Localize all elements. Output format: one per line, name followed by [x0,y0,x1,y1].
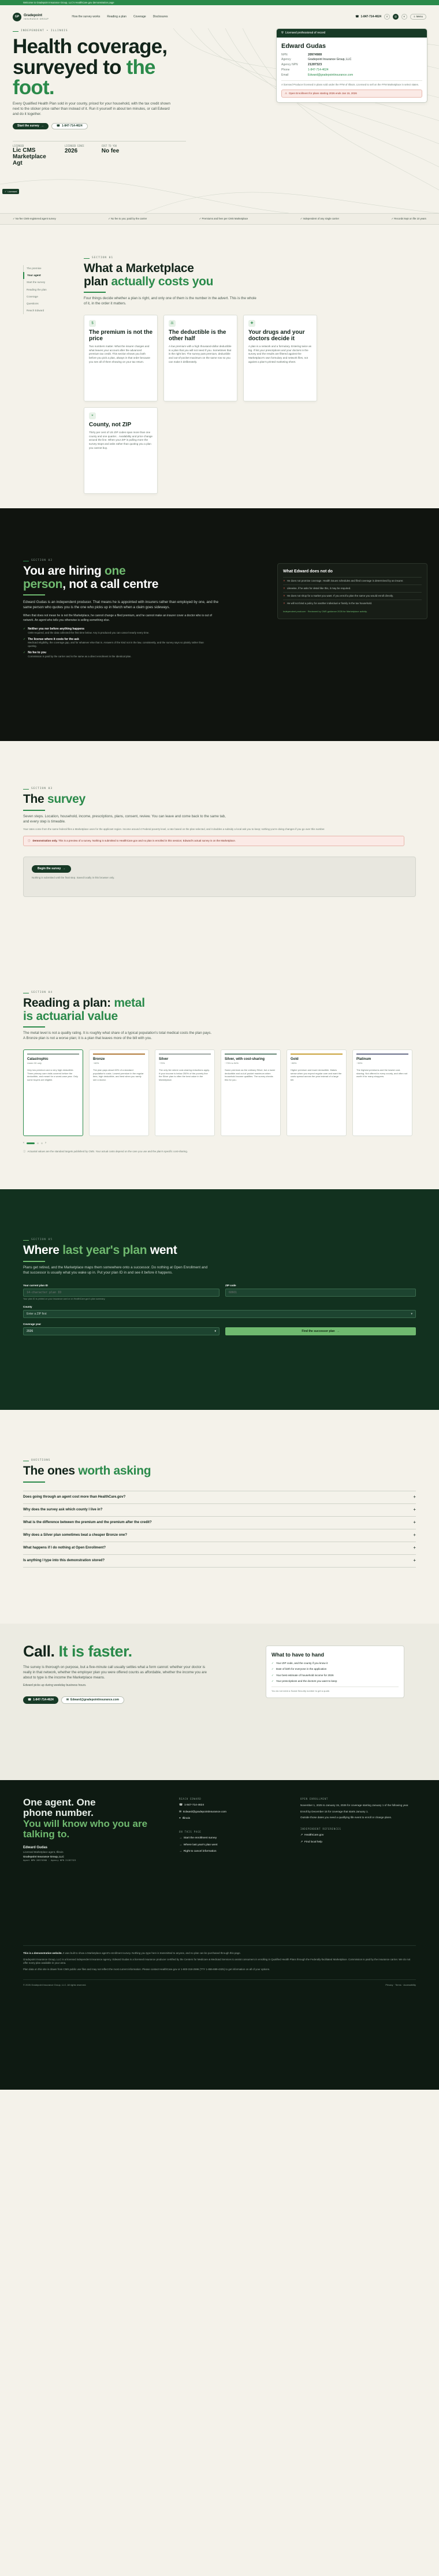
menu-icon: ≡ [414,14,415,18]
cost-card: ⌖ County, not ZIP Thirty per cent of US ZIP codes span more than one county and one quarter... Availability and price change around the line. When your ZIP is pulling more the survey stops and asks rather than quoting you a plan you cannot buy. [84,407,158,494]
stat-license: LICENSED Lic CMS Marketplace Agt [13,144,46,167]
checklist-item: ✓ Your ZIP code, and the county if you know it [271,1662,328,1665]
tier-card-gold[interactable]: Gold ~80% Higher premium and lower deductible. Makes sense when you expect regular care and want the costs spread across the year instead of a large bill. [287,1049,347,1136]
arrow-right-icon: → [336,1329,340,1333]
ticker-item: ✓ No-fee CMS-registered agent survey [13,217,56,221]
call-title: Call. It is faster. [23,1643,132,1660]
footer-link-healthcaregov[interactable]: ↗ HealthCare.gov [300,1834,324,1837]
toc-item[interactable]: Questions [23,300,64,307]
checklist-item: ✓ Your best estimate of household income for 2026 [271,1673,334,1677]
scale-icon: ⚖ [169,320,176,327]
cost-card: $ The premium is not the price Two numbers matter. What the insurer charges and what leaves your account after the advanced premium tax credit. This section shows you both before you pick a plan, always in that order because you see all of them showing on your tax return. [84,315,158,401]
tier-swatch [159,1054,211,1055]
does-not-do-box: What Edward does not do ✕ He does not promise coverage. Health issues schedules and filed coverage is determined by an insurer. ✕ Likewise, if he asks for detail like this, it may be required. ✕ He does not shop for a market you want. If you enroll a plan the same you would enroll directly. ✕ He will not bind a policy for another individual or family in the tax household. Independent producer · Reviewed by CMS guidance 2026 for Marketplace activity. [277,563,427,619]
does-not-item: ✕ Likewise, if he asks for detail like this, it may be required. [283,585,422,592]
toc-item[interactable]: Reach Edward [23,307,64,314]
agent-points [23,627,243,658]
section-metals [0,933,439,1189]
market-kicker: SECTION 01 [84,256,407,260]
plus-icon: + [413,1544,416,1550]
tier-card-catastrophic[interactable]: Catastrophic Under 30 only Very low premium and a very high deductible. Three primary care visits covered before the deductible, and meant for a worst-case year. Only some buyers are eligible. [23,1049,83,1136]
does-not-item: ✕ He will not bind a policy for another individual or family in the tax household. [283,600,422,607]
footer-headline: One agent. One phone number. You will know who you are talking to. [23,1797,148,1840]
check-icon: ✓ [23,651,26,655]
plus-icon: + [413,1532,416,1538]
announcement-bar [0,0,439,5]
carousel-controls [23,1141,416,1145]
hero-kicker: INDEPENDENT • ILLINOIS [13,29,426,33]
stat-cost: COST TO YOU No fee [101,144,120,155]
to-hand-box: What to have to hand ✓ Your ZIP code, and the county if you know it ✓ Date of birth for everyone in the application ✓ Your best estimate of household income for 2026 ✓ Your prescriptions and the doctors you want to keep You do not need a Social Security number to get a quote. [266,1646,404,1698]
check-icon: ✓ [271,1673,274,1677]
site-nav [0,5,439,28]
survey-foot: Nothing is submitted until the final step. Saved locally in this browser only. [32,876,115,879]
mail-icon: ✉ [66,1698,69,1702]
does-not-item: ✕ He does not promise coverage. Health issues schedules and filed coverage is determined by an insurer. [283,577,422,585]
map-pin-icon: ⌖ [179,1817,181,1821]
hero-stats [13,141,186,166]
footer-policy-links[interactable]: Privacy · Terms · Accessibility [385,1983,416,1986]
lookup-lede: Plans get retired, and the Marketplace maps them somewhere onto a successor. Do nothing at Open Enrollment and that successor is usually what you wake up in. Put your plan ID in and see it before it happens. [23,1265,208,1275]
coverage-year-select[interactable]: 2026 ▾ [23,1327,220,1335]
nav-link-reading[interactable]: Reading a plan [107,14,127,18]
agent-p1: Edward Gudas is an independent producer. That means he is appointed with insurers rather than employed by one, and the same person who quotes you is the one who picks up in March when a claim goes sideways. [23,600,219,610]
faq-list [23,1491,416,1568]
site-footer: One agent. One phone number. You will know who you are talking to. Edward Gudas Licensed Marketplace agent, Illinois Gradepoint Insurance Group, LLC Agent NPN 20974980 · Agency NPN 21287323 REACH EDWARD ☎ 1-847-714-4624 ✉ Edward@gradepointinsurance.com ⌖ Illinois ON THIS PAGE → Start the enrollment survey → Where last year's plan went → Right to cancel information OPEN ENROLLMENT November 1, 2025 to January 15, 2026 for coverage starting January 1 of the following year. Enroll by December 15 for coverage that starts January 1. Outside those dates you need a qualifying life event to enroll or change plans. INDEPENDENT REFERENCES ↗ HealthCare.gov ↗ Find local help This is a demonstration website. It was built to show a Marketplace agent's enrollment survey. Nothing you type here is transmitted to anyone, and no plan can be purchased through this page. Gradepoint Insurance Group, LLC is a licensed independent insurance agency. Edward Gudas is a licensed insurance producer certified by the Centers for Medicare & Medicaid Services to assist consumers in enrolling in Qualified Health Plans through the Federally-facilitated Marketplace. Commission is paid by the insurance carrier. We do not offer every plan available in your area. Plan data on this site is drawn from CMS public use files and may not reflect the most current information. Please contact HealthCare.gov or 1-800-318-2596 (TTY 1-855-889-4325) to get information on all of your options. © 2026 Gradepoint Insurance Group, LLC. All rights reserved. Privacy · Terms · Accessibility [0,1780,439,2090]
faq-item[interactable]: What is the difference between the premium and the premium after the credit? + [23,1517,416,1529]
hero [0,28,439,213]
toc-item[interactable]: Coverage [23,293,64,300]
menu-button[interactable] [410,14,426,20]
ticker-item: ✓ No fee to you; paid by the carrier [108,217,147,221]
nav-link-coverage[interactable]: Coverage [133,14,146,18]
toc-item-active[interactable]: Your agent [23,272,64,279]
faq-item[interactable]: Why does the survey ask which county I live in? + [23,1504,416,1517]
licensed-badge: ✓ Licensed [2,189,19,194]
market-lede: Four things decide whether a plan is right, and only one of them is the number in the advert. This is the whole of it, in the order it matters. [84,296,256,306]
brand-name: Gradepoint [24,13,43,17]
plus-icon: + [413,1506,416,1512]
phone-icon: ☎ [56,124,61,128]
tier-card-silver-csr[interactable]: Silver, with cost-sharing ~73% to 94% Same premium as the ordinary Silver, but a lower deductible and out-of-pocket maximum when household income qualifies. The survey checks this for you. [221,1049,281,1136]
market-cards [84,315,407,494]
checklist-item: ✓ Your prescriptions and the doctors you want to keep [271,1679,337,1682]
agent-card: ⛨ Licensed professional of record Edward Gudas NPN 20974980 Agency Gradepoint Insurance Group, LLC Agency NPN 21287323 Phone 1-847-714-4624 Email Edward@gradepointinsurance.com A licensed Producer licensed in plans sold under the FFM of Illinois. Licensed to sell on the FFM Marketplace in select states. ⚠ Open Enrollment for plans starting 2026 ends Jan 15, 2026 [276,28,427,103]
x-icon: ✕ [283,602,285,605]
phone-icon: ☎ [179,1804,183,1807]
call-button[interactable]: ☎ 1-847-714-4624 [51,123,88,129]
title-rule [84,292,106,293]
external-link-icon: ↗ [300,1840,303,1844]
footer-link-cancel[interactable]: → Right to cancel information [179,1850,217,1853]
footer-phone-link[interactable]: ☎ 1-847-714-4624 [179,1804,204,1807]
info-icon: ⓘ [28,839,31,842]
toc-item[interactable]: Start the survey [23,279,64,286]
enrollment-warning: ⚠ Open Enrollment for plans starting 2026 ends Jan 15, 2026 [281,90,422,98]
agent-kicker: SECTION 02 [23,559,243,563]
title-rule [23,1261,45,1262]
x-icon: ✕ [283,579,285,583]
call-p1: The survey is thorough on purpose, but a five-minute call usually settles what a form cannot: whether your doctor is really in that network, whether the employer plan you were offered counts as affordable, whether the income you are about to type is the income the Marketplace means. [23,1665,207,1680]
lookup-kicker: SECTION 05 [23,1238,416,1242]
footer-legal: This is a demonstration website. It was built to show a Marketplace agent's enrollment survey. Nothing you type here is transmitted to anyone, and no plan can be purchased through this page. Gradepoint Insurance Group, LLC is a licensed independent insurance agency. Edward Gudas is a licensed insurance producer certified by the Centers for Medicare & Medicaid Services to assist consumers in enrolling in Qualified Health Plans through the Federally-facilitated Marketplace. Commission is paid by the insurance carrier. We do not offer every plan available in your area. Plan data on this site is drawn from CMS public use files and may not reflect the most current information. Please contact HealthCare.gov or 1-800-318-2596 (TTY 1-855-889-4325) to get information on all of your options. © 2026 Gradepoint Insurance Group, LLC. All rights reserved. Privacy · Terms · Accessibility [23,1945,416,1986]
x-icon: ✕ [283,594,285,598]
agent-name: Edward Gudas [281,42,326,50]
plus-icon: + [413,1494,416,1499]
tier-card-silver[interactable]: Silver ~70% The only tier where cost-sharing reductions apply. If your income is below 250% of the poverty line the Silver plan is often the best value in the Marketplace. [155,1049,215,1136]
nav-phone-button[interactable] [355,15,381,19]
plan-id-input[interactable] [23,1289,220,1297]
metals-title: Reading a plan: metal is actuarial value [23,996,145,1023]
title-rule [23,594,45,595]
footer-link-local-help[interactable]: ↗ Find local help [300,1840,322,1844]
arrow-right-icon: → [62,866,66,870]
toc-item[interactable]: Reading the plan [23,286,64,293]
zip-input[interactable] [225,1289,416,1297]
section-faq [0,1410,439,1624]
menu-label: Menu [416,14,423,18]
check-icon: ✓ [271,1667,274,1671]
metals-lede: The metal level is not a quality rating. It is roughly what share of a typical population's total medical costs the plan pays. A Bronze plan is not a worse plan; it is a plan that leaves more of the bill with you. [23,1031,212,1041]
metal-tier-row [23,1049,416,1136]
metals-foot: ⓘ Actuarial values are the standard targets published by CMS. Your actual costs depend on the care you use and the plan's specific cost-sharing. [23,1150,188,1153]
agent-phone-link[interactable]: 1-847-714-4624 [308,68,329,72]
table-of-contents [23,265,64,314]
announcement-text: Welcome to Gradepoint Insurance Group, LLC's HealthCare.gov demonstration page [23,1,114,4]
survey-title: The survey [23,792,85,806]
nav-link-survey[interactable]: How the survey works [72,14,101,18]
mail-icon: ✉ [179,1810,182,1814]
chevron-down-icon: ▾ [214,1329,216,1333]
survey-launch-panel [23,857,416,897]
logo-mark: GP [13,13,21,21]
agent-npn: 20974980 [308,53,322,57]
price-tag-icon: $ [89,320,96,327]
carousel-dot[interactable] [37,1142,39,1144]
carousel-dot-active[interactable] [27,1142,35,1144]
copyright: © 2026 Gradepoint Insurance Group, LLC. All rights reserved. [23,1983,87,1986]
faq-title: The ones worth asking [23,1464,151,1478]
agent-card-header: ⛨ Licensed professional of record [277,29,427,38]
footer-email-link[interactable]: ✉ Edward@gradepointinsurance.com [179,1810,227,1814]
does-not-item: ✕ He does not shop for a market you want. If you enroll a plan the same you would enroll directly. [283,592,422,600]
nav-link-disclosures[interactable]: Disclosures [152,14,168,18]
brand-logo[interactable] [13,13,49,21]
agent-card-note: A licensed Producer licensed in plans sold under the FFM of Illinois. Licensed to sell on the FFM Marketplace in select states. [281,80,422,87]
chevron-right-icon[interactable]: › [45,1141,46,1145]
agent-point: ✓ The license where it costs for the ask Medicaid eligibility, the coverage gap, and for whatever else that is. Answers of the kind not in the law, consistently, and the survey says so plainly rather than quoting. [23,637,204,648]
agent-p2: When that does not mean he is not the Marketplace, he cannot change a filed premium, and he cannot make an insurer cover a doctor who is out of network. An agent who tells you otherwise is selling something else. [23,614,212,622]
cost-card: ⚖ The deductible is the other half A low premium with a high thousand-dollar deductible is a plan that you will not need if you. Sometimes that is the right bet. The survey puts premium, deductible and out-of-pocket maximum on the same row so you can make it deliberately. [163,315,237,401]
tier-swatch [27,1054,79,1055]
demo-notice: ⓘ Demonstration only. This is a preview of a survey. Nothing is submitted to HealthCare.gov and no plan is enrolled in this session; Edward's actual survey is on the Marketplace. [23,836,404,846]
stat-since: LICENSED SINCE 2026 [65,144,84,155]
accessibility-icon[interactable]: ◎ [393,14,399,20]
faq-item[interactable]: Does going through an agent cost more than HealthCare.gov? + [23,1491,416,1504]
arrow-right-icon: → [179,1850,182,1853]
find-successor-button[interactable]: Find the successor plan → [225,1327,416,1335]
tier-card-platinum[interactable]: Platinum ~90% The highest premiums and the lowest cost-sharing. Not offered in every county, and often not worth it for many shoppers. [352,1049,412,1136]
faq-item[interactable]: What happens if I do nothing at Open Enrollment? + [23,1542,416,1555]
start-survey-button[interactable]: Start the survey → [13,123,49,129]
faq-kicker: QUESTIONS [23,1459,416,1462]
begin-survey-button[interactable]: Begin the survey → [32,865,71,873]
title-rule [23,1481,45,1483]
check-icon: ✓ [271,1679,274,1682]
toc-item[interactable]: The premise [23,265,64,272]
section-agent [0,508,439,741]
lookup-form: Your current plan ID 14-character plan ID Your plan ID is printed on your insurance card or on HealthCare.gov's plan summary. ZIP code 60601 County Enter a ZIP first ▾ Coverage year 2026 ▾ Find the successor plan → [23,1284,416,1335]
survey-p2: Your rates come from the same federal files a Marketplace uses for the applicant region. Income around 4 Federal poverty level, a rate based on the plan selected, and it doubles a subsidy a local ask you to keep; nothing you're doing changes if you go over this number. [23,827,325,831]
ticker-item: ✓ Records kept on file 10 years [391,217,426,221]
tier-swatch [93,1054,145,1055]
title-rule [23,1026,45,1028]
phone-icon: ☎ [28,1698,32,1702]
agent-point: ✓ No fee to you Commission is paid by the carrier and is the same as a direct enrolment in the identical plan. [23,651,132,658]
info-icon: ⓘ [23,1150,26,1153]
survey-kicker: SECTION 03 [23,787,416,791]
footer-link-successor[interactable]: → Where last year's plan went [179,1843,218,1847]
agent-title: You are hiring one person, not a call centre [23,564,159,591]
metals-kicker: SECTION 04 [23,991,416,995]
map-pin-icon: ⌖ [89,412,96,419]
footer-link-survey[interactable]: → Start the enrollment survey [179,1837,217,1840]
nav-phone: 1-847-714-4624 [360,14,382,18]
plus-icon: + [413,1557,416,1563]
chevron-down-icon: ▾ [411,1312,412,1316]
check-icon: ✓ [23,627,26,631]
agent-email-link[interactable]: Edward@gradepointinsurance.com [308,73,354,77]
section-survey [0,741,439,933]
alert-icon: ⚠ [285,92,288,95]
ticker-item: ✓ Premiums and fees per CMS Marketplace [199,217,248,221]
shield-icon: ⛨ [281,31,284,35]
faq-item[interactable]: Is anything I type into this demonstration stored? + [23,1555,416,1568]
check-icon: ✓ [5,190,7,193]
faq-item[interactable]: Why does a Silver plan sometimes beat a cheaper Bronze one? + [23,1529,416,1542]
ticker-item: ✓ Independent of any single carrier [300,217,340,221]
footer-location: ⌖ Illinois [179,1817,191,1821]
external-link-icon: ↗ [300,1834,303,1837]
call-phone-button[interactable]: ☎ 1-847-714-4624 [23,1696,58,1704]
arrow-right-icon: → [179,1843,182,1847]
phone-icon: ☎ [355,14,359,18]
tier-swatch [356,1054,408,1055]
check-icon: ✓ [23,637,26,641]
cost-card: ✚ Your drugs and your doctors decide it A plan is a network and a formulary. Entering twice as big. If list your prescriptions and your doctors in the survey and the results are filtered against the Marketplace's own formulary and network files, not against a plan's printed marketing sheet. [243,315,317,401]
theme-icon[interactable]: ◐ [401,14,407,20]
section-lookup [0,1189,439,1410]
tier-swatch [291,1054,343,1055]
survey-lede: Seven steps. Location, household, income, prescriptions, plans, consent, review. You can leave and come back to the same tab, and every step is timeable. [23,814,226,824]
call-email-button[interactable]: ✉ Edward@gradepointinsurance.com [61,1696,124,1704]
agent-point: ✓ Neither you nor before anything happens CMS-required, and the data collected the first time below. Any is produced you can cancel nearly every time. [23,627,150,634]
arrow-right-icon: → [40,124,44,128]
chevron-left-icon[interactable]: ‹ [23,1141,24,1145]
county-select[interactable]: Enter a ZIP first ▾ [23,1310,416,1318]
lookup-title: Where last year's plan went [23,1244,177,1257]
check-icon: ✓ [271,1662,274,1665]
pill-icon: ✚ [248,320,255,327]
hero-lede: Every Qualified Health Plan sold in your county, priced for your household, with the tax credit shown next to the sticker price rather than instead of it. Run it yourself in about ten minutes, or call Edward and do it together. [13,102,170,117]
tier-card-bronze[interactable]: Bronze ~60% The plan pays about 60% of a standard population's costs. Lowest premium in the regular tiers, high deductible, and best when you rarely see a doctor. [89,1049,149,1136]
checklist-item: ✓ Date of birth for everyone in the application [271,1667,327,1671]
ticker-bar [0,213,439,225]
carousel-dot[interactable] [41,1142,43,1144]
tier-swatch [225,1054,277,1055]
section-marketplace [0,225,439,508]
arrow-right-icon: → [179,1837,182,1840]
footer-agent-name: Edward Gudas [23,1846,48,1850]
hero-title: Health coverage, surveyed to the foot. [13,35,168,99]
x-icon: ✕ [283,587,285,590]
call-p2: Edward picks up during weekday business hours. [23,1684,87,1688]
brand-subtitle: INSURANCE GROUP [24,17,49,20]
agent-agency: Gradepoint Insurance Group, LLC [308,58,352,62]
plus-icon: + [413,1519,416,1525]
title-rule [23,810,45,811]
primary-links [72,15,168,19]
section-call [0,1624,439,1780]
agency-npn: 21287323 [308,63,322,67]
search-icon[interactable]: ⌕ [384,14,390,20]
market-title: What a Marketplace plan actually costs you [84,262,214,288]
